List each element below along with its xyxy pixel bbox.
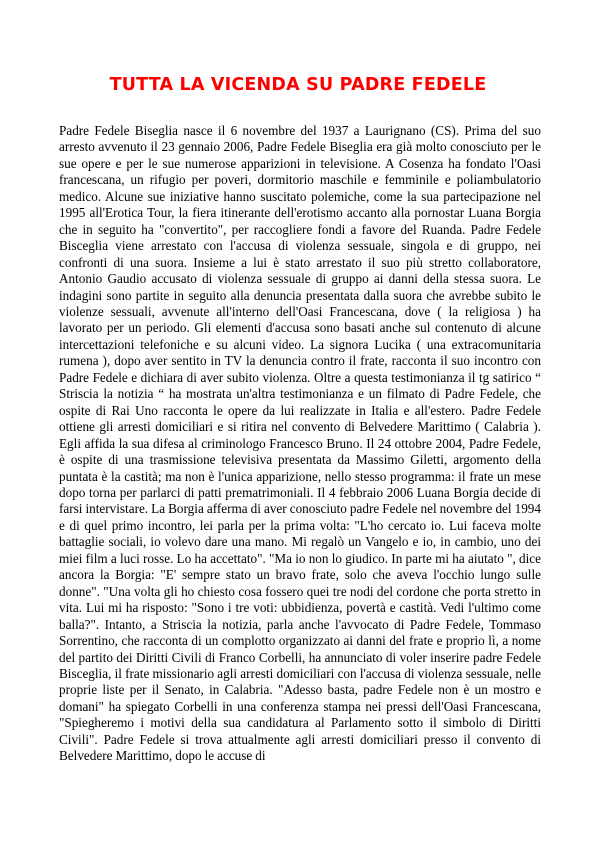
body-paragraph: Padre Fedele Biseglia nasce il 6 novembre del 1937 a Laurignano (CS). Prima del suo arresto avvenuto il 23 gennaio 2006, Padre Fedele Biseglia era già molto conosciuto per le sue opere e per le sue numerose apparizioni in televisione. A Cosenza ha fondato l'Oasi francescana, un rifugio per poveri, dormitorio maschile e femminile e poliambulatorio medico. Alcune sue iniziative hanno suscitato polemiche, come la sua partecipazione nel 1995 all'Erotica Tour, la fiera itinerante dell'erotismo accanto alla pornostar Luana Borgia che in seguito ha "convertito", per raccogliere fondi a favore del Ruanda. Padre Fedele Bisceglia viene arrestato con l'accusa di violenza sessuale, singola e di gruppo, nei confronti di una suora. Insieme a lui è stato arrestato il suo più stretto collaboratore, Antonio Gaudio accusato di violenza sessuale di gruppo ai danni della stessa suora. Le indagini sono partite in seguito alla denuncia presentata dalla suora che avrebbe subito le violenze sessuali, avvenute all'interno dell'Oasi Francescana, dove ( la religiosa ) ha lavorato per un periodo. Gli elementi d'accusa sono basati anche sul contenuto di alcune intercettazioni telefoniche e su alcuni video. La signora Lucika ( una extracomunitaria rumena ), dopo aver sentito in TV la denuncia contro il frate, racconta il suo incontro con Padre Fedele e dichiara di aver subito violenza. Oltre a questa testimonianza il tg satirico “ Striscia la notizia “ ha mostrata un'altra testimonianza e un filmato di Padre Fedele, che ospite di Rai Uno racconta le opere da lui realizzate in Italia e all'estero. Padre Fedele ottiene gli arresti domiciliari e si ritira nel convento di Belvedere Marittimo ( Calabria ). Egli affida la sua difesa al criminologo Francesco Bruno. Il 24 ottobre 2004, Padre Fedele, è ospite di una trasmissione televisiva presentata da Massimo Giletti, argomento della puntata è la castità; ma non è l'unica apparizione, nello stesso programma: il frate un mese dopo torna per parlarci di patti prematrimoniali. Il 4 febbraio 2006 Luana Borgia decide di farsi intervistare. La Borgia afferma di aver conosciuto padre Fedele nel novembre del 1994 e di quel primo incontro, lei parla per la prima volta: "L'ho cercato io. Lui faceva molte battaglie sociali, io volevo dare una mano. Mi regalò un Vangelo e io, in cambio, uno dei miei film a luci rosse. Lo ha accettato". "Ma io non lo giudico. In parte mi ha aiutato ", dice ancora la Borgia: "E' sempre stato un bravo frate, solo che aveva l'occhio lungo sulle donne". "Una volta gli ho chiesto cosa fossero quei tre nodi del cordone che porta stretto in vita. Lui mi ha risposto: "Sono i tre voti: ubbidienza, povertà e castità. Vedi l'ultimo come balla?". Intanto, a Striscia la notizia, parla anche l'avvocato di Padre Fedele, Tommaso Sorrentino, che racconta di un complotto organizzato ai danni del frate e proprio lì, a nome del partito dei Diritti Civili di Franco Corbelli, ha annunciato di voler inserire padre Fedele Bisceglia, il frate missionario agli arresti domiciliari con l'accusa di violenza sessuale, nelle proprie liste per il Senato, in Calabria. "Adesso basta, padre Fedele non è un mostro e domani" ha spiegato Corbelli in una conferenza stampa nei pressi dell'Oasi Francescana, "Spiegheremo i motivi della sua candidatura al Parlamento sotto il simbolo di Diritti Civili". Padre Fedele si trova attualmente agli arresti domiciliari presso il convento di Belvedere Marittimo, dopo le accuse di [59, 123, 541, 764]
page-title: TUTTA LA VICENDA SU PADRE FEDELE [109, 75, 487, 95]
